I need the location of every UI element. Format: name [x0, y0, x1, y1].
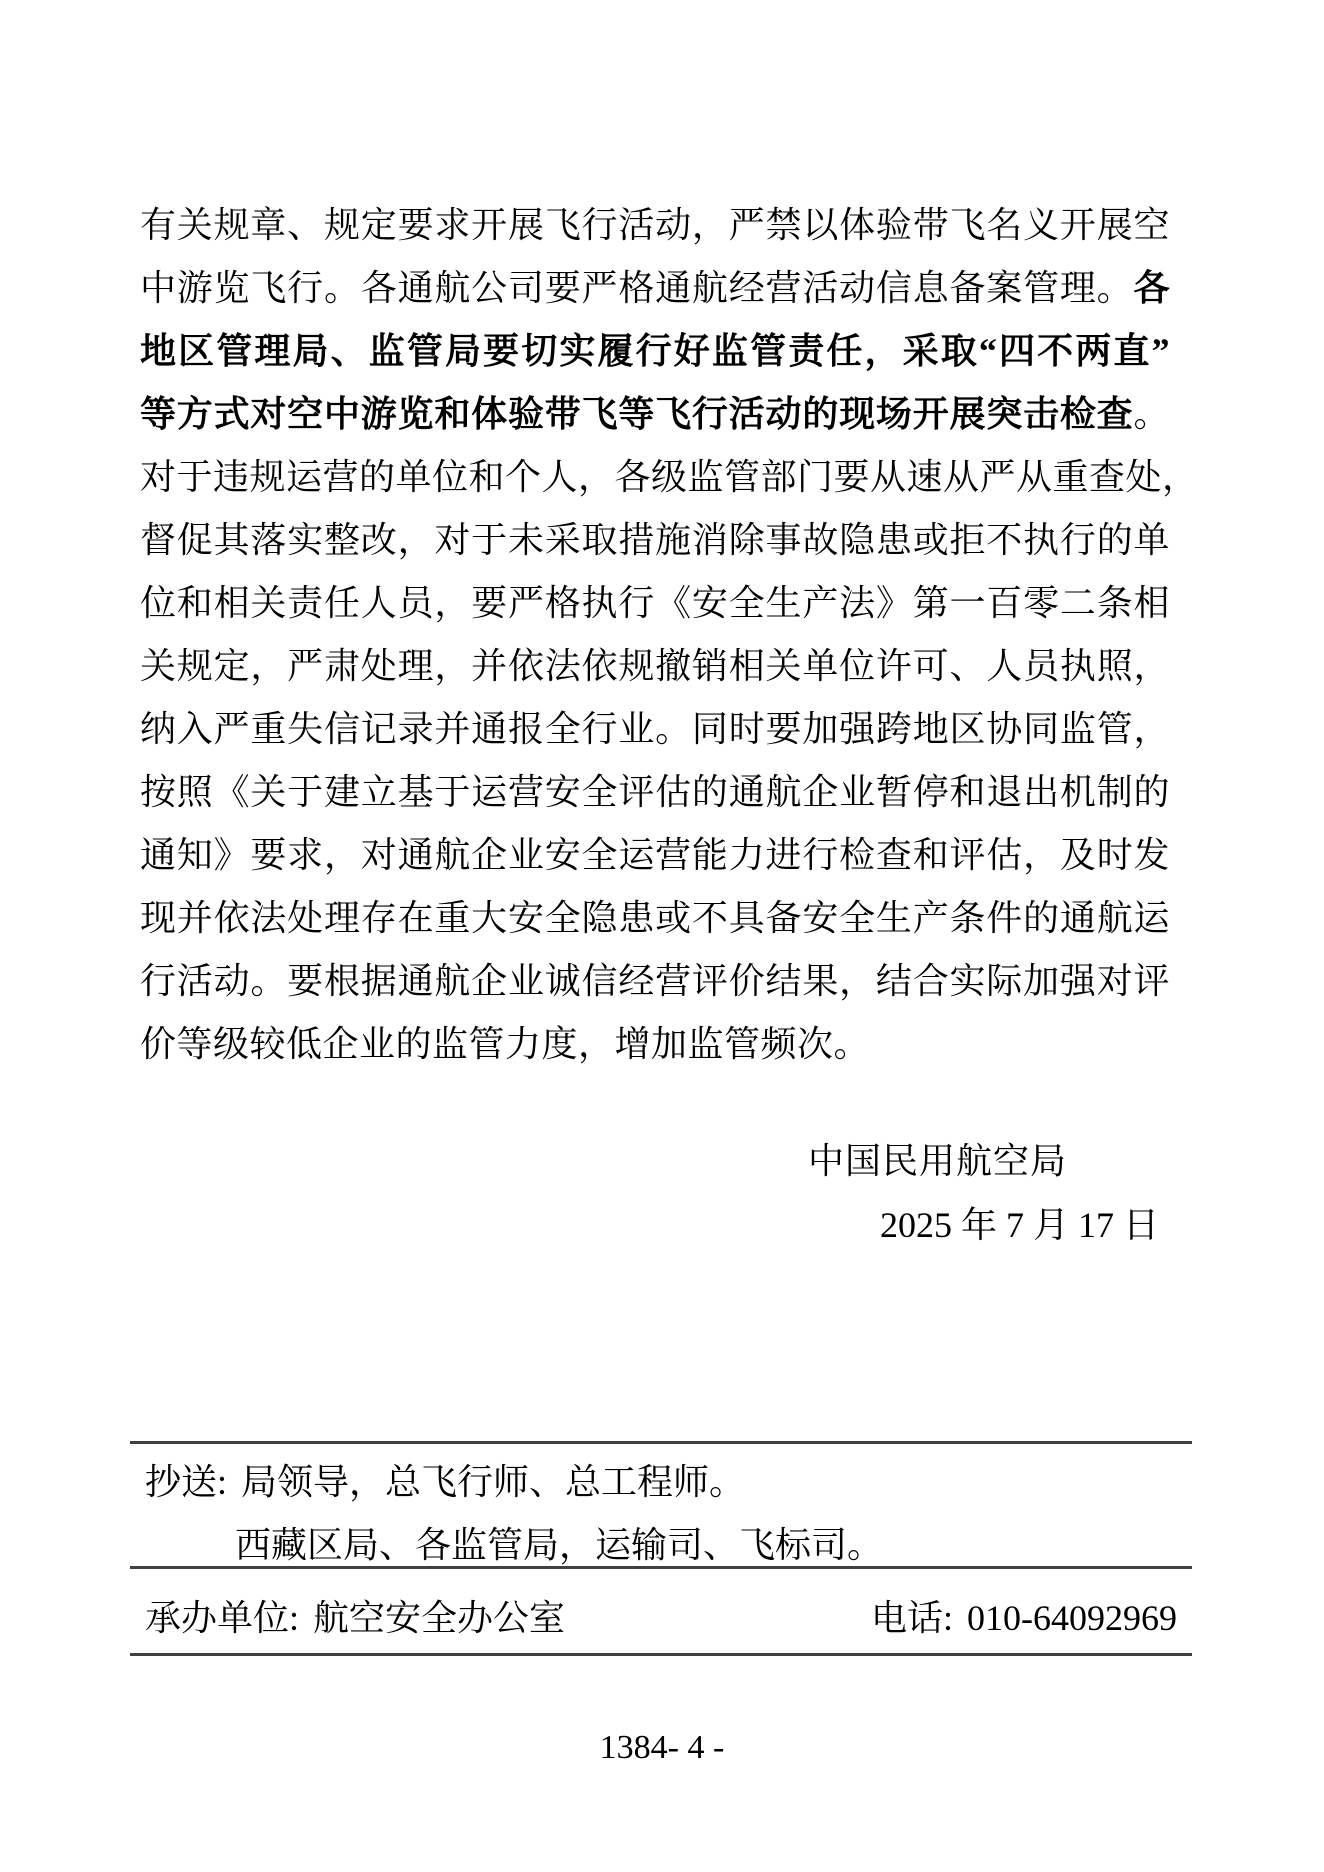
body-line: 中游览飞行。各通航公司要严格通航经营活动信息备案管理。各: [140, 268, 1170, 308]
signature-org: 中国民用航空局: [808, 1141, 1068, 1181]
undertaker-label: 承办单位:: [145, 1598, 300, 1638]
body-text: [140, 194, 1199, 1076]
cc-label: 抄送:: [145, 1462, 228, 1502]
phone-value: 010-64092969: [967, 1598, 1177, 1638]
body-line: 等方式对空中游览和体验带飞等飞行活动的现场开展突击检查。: [140, 394, 1170, 434]
body-line: 价等级较低企业的监管力度，增加监管频次。: [140, 1024, 871, 1064]
phone-group: [871, 1588, 1177, 1648]
footer-divider-middle: [130, 1566, 1192, 1569]
body-line: 行活动。要根据通航企业诚信经营评价结果，结合实际加强对评: [140, 961, 1170, 1001]
signature-date: 2025 年 7 月 17 日: [880, 1205, 1160, 1245]
body-line: 对于违规运营的单位和个人，各级监管部门要从速从严从重查处，: [140, 457, 1199, 497]
body-line: 现并依法处理存在重大安全隐患或不具备安全生产条件的通航运: [140, 898, 1170, 938]
undertaker-group: [145, 1588, 565, 1648]
body-line: 关规定，严肃处理，并依法依规撤销相关单位许可、人员执照，: [140, 646, 1170, 686]
body-line: 督促其落实整改，对于未采取措施消除事故隐患或拒不执行的单: [140, 520, 1170, 560]
phone-label: 电话:: [870, 1598, 953, 1638]
body-line: 通知》要求，对通航企业安全运营能力进行检查和评估，及时发: [140, 835, 1170, 875]
undertaker-row: [145, 1588, 1177, 1648]
footer-divider-bottom: [130, 1653, 1192, 1656]
cc-recipients-2: 西藏区局、各监管局，运输司、飞标司。: [235, 1525, 884, 1565]
cc-recipients-1: 局领导，总飞行师、总工程师。: [241, 1462, 746, 1502]
body-line: 位和相关责任人员，要严格执行《安全生产法》第一百零二条相: [140, 583, 1170, 623]
body-line: 纳入严重失信记录并通报全行业。同时要加强跨地区协同监管，: [140, 709, 1170, 749]
body-line: 有关规章、规定要求开展飞行活动，严禁以体验带飞名义开展空: [140, 205, 1170, 245]
page-number: 1384- 4 -: [599, 1729, 725, 1766]
body-line: 按照《关于建立基于运营安全评估的通航企业暂停和退出机制的: [140, 772, 1170, 812]
undertaker-value: 航空安全办公室: [313, 1598, 566, 1638]
cc-line: [145, 1452, 745, 1512]
footer-divider-top: [130, 1441, 1192, 1444]
body-line: 地区管理局、监管局要切实履行好监管责任，采取“四不两直”: [140, 331, 1170, 371]
